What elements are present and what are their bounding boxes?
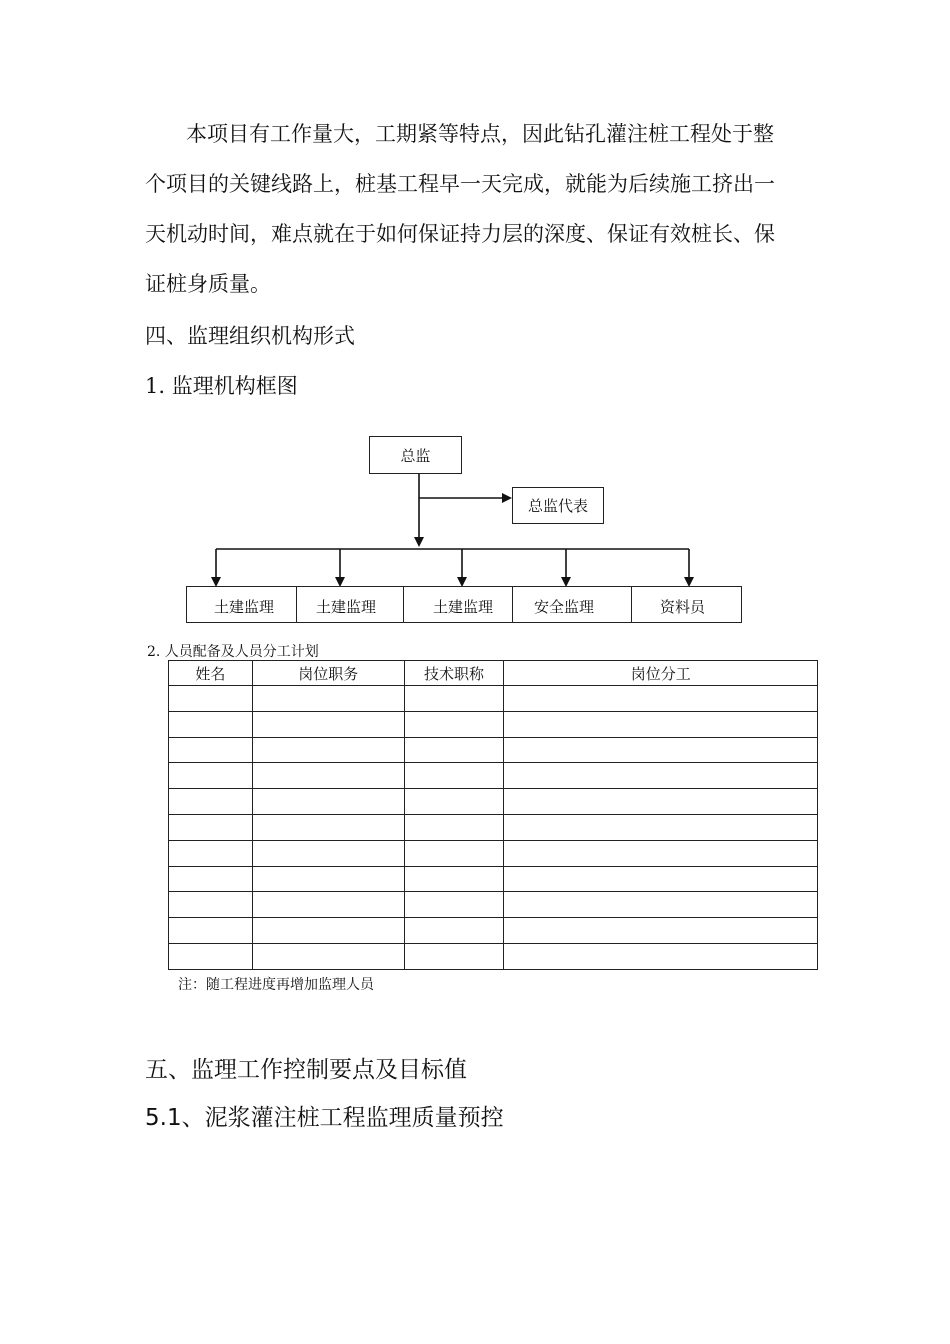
table-cell <box>504 840 818 866</box>
org-box-records: 资料员 <box>660 598 706 616</box>
staff-table-header <box>169 661 818 686</box>
staff-table-body <box>169 686 818 970</box>
intro-line-1: 本项目有工作量大，工期紧等特点，因此钻孔灌注桩工程处于整 <box>186 122 774 146</box>
org-divider <box>631 586 632 623</box>
table-cell <box>504 866 818 892</box>
org-box-chief <box>369 436 462 474</box>
intro-line-2: 个项目的关键线路上，桩基工程早一天完成，就能为后续施工挤出一 <box>145 172 775 196</box>
section4-title: 四、监理组织机构形式 <box>145 324 355 348</box>
table-cell <box>404 918 504 944</box>
org-box-chief-label: 总监 <box>400 446 431 465</box>
table-cell <box>504 686 818 712</box>
table-cell <box>169 711 253 737</box>
org-divider <box>512 586 513 623</box>
table-cell <box>169 943 253 969</box>
table-cell <box>169 789 253 815</box>
table-cell <box>504 711 818 737</box>
org-box-deputy <box>512 487 604 524</box>
intro-line-4: 证桩身质量。 <box>145 272 271 296</box>
table-cell <box>404 840 504 866</box>
table-cell <box>404 866 504 892</box>
col-header-name: 姓名 <box>169 661 253 686</box>
table-row <box>169 763 818 789</box>
table-cell <box>252 866 404 892</box>
table-cell <box>252 737 404 763</box>
table-cell <box>252 840 404 866</box>
section5-sub1: 5.1、泥浆灌注桩工程监理质量预控 <box>145 1105 504 1131</box>
table-cell <box>404 711 504 737</box>
table-cell <box>252 918 404 944</box>
table-cell <box>404 737 504 763</box>
table-row <box>169 686 818 712</box>
table-row <box>169 814 818 840</box>
org-divider <box>296 586 297 623</box>
staff-table <box>168 660 818 970</box>
org-divider <box>403 586 404 623</box>
section5-title: 五、监理工作控制要点及目标值 <box>145 1057 467 1083</box>
table-cell <box>169 737 253 763</box>
table-cell <box>404 763 504 789</box>
table-row <box>169 892 818 918</box>
org-box-civil-1: 土建监理 <box>214 598 275 616</box>
col-header-duty: 岗位分工 <box>504 661 818 686</box>
table-cell <box>504 918 818 944</box>
table-cell <box>252 892 404 918</box>
table-cell <box>504 737 818 763</box>
table-cell <box>252 686 404 712</box>
table-cell <box>169 763 253 789</box>
col-header-position: 岗位职务 <box>252 661 404 686</box>
staff-plan-note: 注：随工程进度再增加监理人员 <box>178 977 374 993</box>
org-box-civil-3: 土建监理 <box>433 598 494 616</box>
table-row <box>169 943 818 969</box>
table-cell <box>252 814 404 840</box>
col-header-title: 技术职称 <box>404 661 504 686</box>
table-cell <box>404 789 504 815</box>
table-cell <box>252 943 404 969</box>
org-box-deputy-label: 总监代表 <box>527 497 588 515</box>
table-row <box>169 789 818 815</box>
table-cell <box>504 763 818 789</box>
table-cell <box>404 814 504 840</box>
table-cell <box>252 763 404 789</box>
org-box-safety: 安全监理 <box>534 598 595 616</box>
org-chart-lines <box>0 0 950 640</box>
table-row <box>169 711 818 737</box>
table-cell <box>404 686 504 712</box>
table-cell <box>504 943 818 969</box>
table-cell <box>504 892 818 918</box>
org-box-civil-2: 土建监理 <box>316 598 377 616</box>
table-cell <box>169 686 253 712</box>
table-row <box>169 918 818 944</box>
table-cell <box>504 814 818 840</box>
table-cell <box>169 866 253 892</box>
table-cell <box>404 943 504 969</box>
table-cell <box>169 892 253 918</box>
table-row <box>169 866 818 892</box>
table-cell <box>404 892 504 918</box>
table-cell <box>252 711 404 737</box>
table-cell <box>504 789 818 815</box>
table-cell <box>169 814 253 840</box>
section4-sub1: 1. 监理机构框图 <box>145 374 298 398</box>
intro-line-3: 天机动时间，难点就在于如何保证持力层的深度、保证有效桩长、保 <box>145 222 775 246</box>
table-row <box>169 737 818 763</box>
table-row <box>169 840 818 866</box>
table-cell <box>169 840 253 866</box>
staff-plan-title: 2. 人员配备及人员分工计划 <box>147 644 319 660</box>
table-cell <box>169 918 253 944</box>
table-cell <box>252 789 404 815</box>
